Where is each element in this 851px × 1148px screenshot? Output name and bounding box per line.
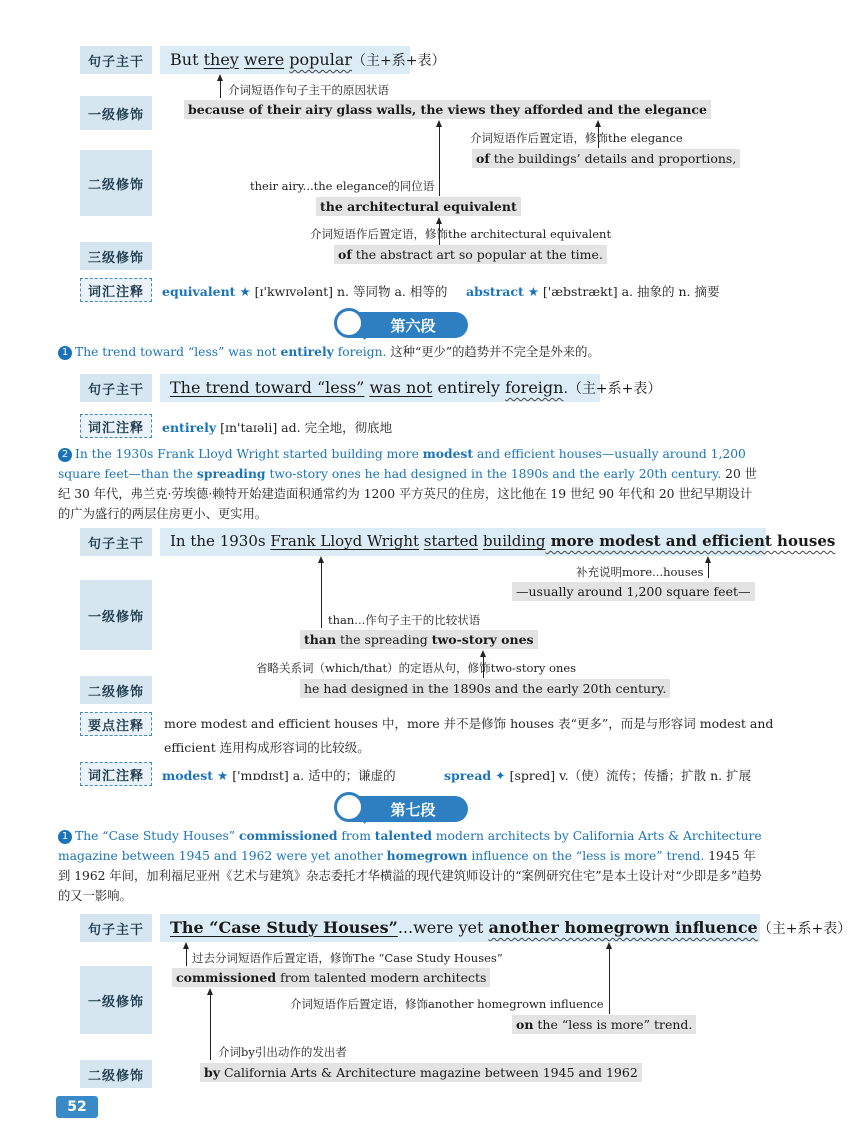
section-heading-7 <box>340 796 468 822</box>
en-key: commissioned <box>239 828 338 843</box>
vocab-word: abstract <box>466 284 524 299</box>
phrase-prep: of <box>338 247 352 262</box>
note-adverbial: 介词短语作句子主干的原因状语 <box>228 83 389 97</box>
zh-text: 这种“更少”的趋势并不完全是外来的。 <box>390 345 600 359</box>
s2-structure: .（主+系+表） <box>563 381 662 397</box>
note-comparative: than...作句子主干的比较状语 <box>328 613 481 627</box>
zh-text: 20 世纪 30 年代，弗兰克·劳埃德·赖特开始建造面积通常约为 1200 平方英尺的住房，这比他在 19 世纪 90 年代和 20 世纪早期设计的广为盛行的两层住房更小、更实用。 <box>58 467 757 521</box>
en-key: spreading <box>196 466 266 481</box>
note-attr-elegance: 介词短语作后置定语，修饰the elegance <box>470 131 683 145</box>
en-text: and efficient houses—usually around 1,200 square feet—than the <box>58 447 746 481</box>
phrase-text: the spreading <box>336 632 432 647</box>
vocab-word: modest <box>162 768 214 783</box>
vocab-word: equivalent <box>162 284 236 299</box>
phrase-text: California Arts & Architecture magazine between 1945 and 1962 <box>220 1065 638 1080</box>
s4-subject: The “Case Study Houses” <box>170 918 398 937</box>
label-lvl1-3: 一级修饰 <box>80 580 152 650</box>
phrase-prep: by <box>204 1065 221 1080</box>
vocab-line-5 <box>444 766 751 784</box>
phrase-of-abstract-art <box>334 245 607 264</box>
phrase-because-of <box>184 100 711 119</box>
main-sentence-1 <box>170 50 446 70</box>
sentence-number: 2 <box>58 448 72 462</box>
label-lvl2-4: 二级修饰 <box>80 1060 152 1088</box>
sentence-number: 1 <box>58 830 72 844</box>
phrase-text: the buildings’ details and proportions, <box>489 151 737 166</box>
s4-predicative: another homegrown influence <box>488 918 758 937</box>
vocab-definition: [ɪ'kwɪvələnt] n. 等同物 a. 相等的 <box>250 284 448 299</box>
en-text: The “Case Study Houses” <box>75 829 239 843</box>
connector-line <box>210 994 211 1060</box>
en-key: homegrown <box>386 848 468 863</box>
note-on-trend: 介词短语作后置定语，修饰another homegrown influence <box>290 997 604 1011</box>
label-vocab-2: 词汇注释 <box>80 414 152 438</box>
en-text: foreign. <box>333 345 387 359</box>
star-icon: ★ <box>213 768 229 783</box>
note-by-agent: 介词by引出动作的发出者 <box>218 1045 347 1059</box>
label-lvl2-1: 二级修饰 <box>80 150 152 216</box>
label-lvl1-4: 一级修饰 <box>80 966 152 1034</box>
section-title: 第七段 <box>390 800 436 819</box>
note-appositive: their airy...the elegance的同位语 <box>250 179 435 193</box>
phrase-he-had-designed <box>300 679 670 698</box>
paragraph-7-1 <box>58 826 764 906</box>
phrase-prep: of <box>476 151 490 166</box>
s1-verb: were <box>243 50 285 69</box>
star-icon: ★ <box>523 284 539 299</box>
star-icon: ★ <box>235 284 251 299</box>
s3-part: In the 1930s <box>170 532 271 550</box>
note-supplement: 补充说明more...houses <box>576 565 704 579</box>
phrase-key: two-story ones <box>431 632 534 647</box>
s1-part: But <box>170 50 204 69</box>
phrase-than-spreading <box>300 630 538 649</box>
s3-object: building <box>482 532 546 550</box>
en-text: In the 1930s Frank Lloyd Wright started building more <box>75 447 423 461</box>
vocab-definition: ['æbstrækt] a. 抽象的 n. 摘要 <box>538 284 720 299</box>
phrase-prep: than <box>304 632 337 647</box>
label-lvl3-1: 三级修饰 <box>80 242 152 270</box>
s1-predicative: popular <box>289 50 353 69</box>
label-vocab-1: 词汇注释 <box>80 278 152 302</box>
zh-text: 1945 年到 1962 年间，加利福尼亚州《艺术与建筑》杂志委托才华横溢的现代建筑师设计的“案例研究住宅”是本土设计对“少即是多”趋势的又一影响。 <box>58 849 762 903</box>
phrase-on-trend <box>512 1015 696 1034</box>
s4-verb: ...were yet <box>397 918 489 937</box>
label-main-1: 句子主干 <box>80 46 152 74</box>
phrase-text: because of their airy glass walls, the views they afforded and the elegance <box>188 102 707 117</box>
phrase-text: —usually around 1,200 square feet— <box>516 584 751 599</box>
vocab-definition: [spred] v.（使）流传；传播；扩散 n. 扩展 <box>505 768 752 783</box>
star-icon: ✦ <box>491 768 506 783</box>
connector-line <box>708 562 709 578</box>
paragraph-6-1 <box>58 342 764 362</box>
label-main-3: 句子主干 <box>80 528 152 556</box>
main-sentence-4 <box>170 918 851 938</box>
label-lvl1-1: 一级修饰 <box>80 96 152 130</box>
note-attr-equivalent: 介词短语作后置定语，修饰the architectural equivalent <box>310 227 612 241</box>
vocab-word: spread <box>444 768 492 783</box>
section-title: 第六段 <box>390 316 436 335</box>
main-sentence-3 <box>170 532 835 550</box>
vocab-definition: ['mɒdɪst] a. 适中的；谦虚的 <box>228 768 396 783</box>
vocab-line-1 <box>162 282 447 300</box>
s1-subject: they <box>203 50 239 69</box>
vocab-line-3 <box>162 418 392 436</box>
s2-subject: The trend toward “less” <box>170 378 365 397</box>
vocab-word: entirely <box>162 420 217 435</box>
vocab-line-2 <box>466 282 719 300</box>
s3-subject: Frank Lloyd Wright <box>270 532 420 550</box>
vocab-line-4 <box>162 766 396 784</box>
phrase-text: from talented modern architects <box>276 970 487 985</box>
en-text: two-story ones he had designed in the 1890s and the early 20th century. <box>265 467 722 481</box>
note-relative-clause: 省略关系词（which/that）的定语从句，修饰two-story ones <box>256 661 577 675</box>
en-text: from <box>337 829 375 843</box>
s2-verb: was not <box>369 378 433 397</box>
label-main-4: 句子主干 <box>80 914 152 942</box>
connector-line <box>609 948 610 1014</box>
s3-verb: started <box>423 532 479 550</box>
s4-structure: （主+系+表） <box>757 921 851 937</box>
phrase-architectural-equivalent <box>316 197 521 216</box>
phrase-square-feet <box>512 582 755 601</box>
connector-line <box>186 948 187 966</box>
en-key: entirely <box>280 344 334 359</box>
sentence-number: 1 <box>58 346 72 360</box>
magnifier-icon <box>334 792 364 822</box>
main-sentence-2 <box>170 378 661 398</box>
page-number: 52 <box>56 1096 98 1118</box>
phrase-text: the “less is more” trend. <box>533 1017 693 1032</box>
magnifier-icon <box>334 308 364 338</box>
en-key: modest <box>422 446 474 461</box>
en-text: modern architects by California Arts & Architecture magazine between 1945 and 1962 were yet another <box>58 829 762 863</box>
phrase-text: the abstract art so popular at the time. <box>351 247 603 262</box>
s2-part: entirely <box>432 378 506 397</box>
label-key-1: 要点注释 <box>80 712 152 736</box>
en-key: talented <box>374 828 432 843</box>
phrase-key: commissioned <box>176 970 277 985</box>
phrase-text: the architectural equivalent <box>320 199 517 214</box>
en-text: The trend toward “less” was not <box>75 345 281 359</box>
paragraph-6-2 <box>58 444 764 524</box>
label-vocab-3: 词汇注释 <box>80 762 152 786</box>
connector-line <box>439 126 440 196</box>
phrase-by-california <box>200 1063 642 1082</box>
connector-line <box>220 80 221 98</box>
section-heading-6 <box>340 312 468 338</box>
phrase-of-buildings <box>472 149 740 168</box>
key-point-text: more modest and efficient houses 中，more 并不是修饰 houses 表“更多”，而是与形容词 modest and efficient 连用构成形容词的比较级。 <box>164 716 774 755</box>
s3-object-phrase: more modest and efficient houses <box>545 532 836 550</box>
vocab-definition: [ɪn'taɪəli] ad. 完全地，彻底地 <box>216 420 393 435</box>
s2-predicative: foreign <box>505 378 564 397</box>
label-lvl2-3: 二级修饰 <box>80 676 152 704</box>
phrase-prep: on <box>516 1017 534 1032</box>
note-participle: 过去分词短语作后置定语，修饰The “Case Study Houses” <box>192 951 503 965</box>
phrase-text: he had designed in the 1890s and the early 20th century. <box>304 681 667 696</box>
s1-structure: （主+系+表） <box>352 53 446 69</box>
en-text: influence on the “less is more” trend. <box>467 849 705 863</box>
label-main-2: 句子主干 <box>80 374 152 402</box>
connector-line <box>321 562 322 628</box>
phrase-commissioned <box>172 968 490 987</box>
